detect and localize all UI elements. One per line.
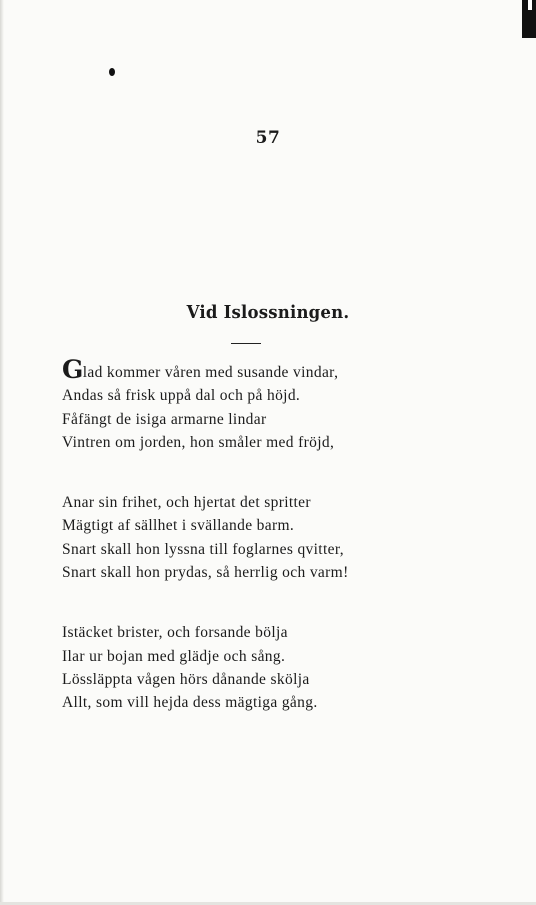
- poem-line: Vintren om jorden, hon småler med fröjd,: [62, 433, 335, 451]
- poem-line: Istäcket brister, och forsande bölja: [62, 624, 288, 642]
- drop-cap: G: [62, 355, 84, 384]
- poem-line: Allt, som vill hejda dess mägtiga gång.: [62, 694, 318, 712]
- stanza-1: [62, 355, 482, 454]
- scan-edge-notch: [528, 0, 532, 10]
- poem-line: [62, 355, 482, 384]
- poem-title: Vid Islossningen.: [186, 302, 350, 323]
- page-number: 57: [255, 128, 281, 148]
- poem-line: Anar sin frihet, och hjertat det spritter: [62, 494, 311, 512]
- ink-speck: [109, 68, 115, 76]
- poem-line: Fåfängt de isiga armarne lindar: [62, 410, 267, 428]
- stanza-2: [62, 491, 482, 584]
- poem-line: Ilar ur bojan med glädje och sång.: [62, 647, 286, 665]
- poem-line: Andas så frisk uppå dal och på höjd.: [62, 387, 301, 405]
- stanza-3: [62, 621, 482, 714]
- poem-line: Snart skall hon lyssna till foglarnes qvitter,: [62, 540, 344, 558]
- poem-line: Lössläppta vågen hörs dånande skölja: [62, 670, 310, 688]
- poem-line: Mägtigt af sällhet i svällande barm.: [62, 517, 295, 535]
- poem-body: [62, 355, 482, 752]
- title-rule: [231, 343, 261, 344]
- poem-line-text: lad kommer våren med susande vindar,: [82, 364, 339, 381]
- poem-line: Snart skall hon prydas, så herrlig och varm!: [62, 564, 349, 582]
